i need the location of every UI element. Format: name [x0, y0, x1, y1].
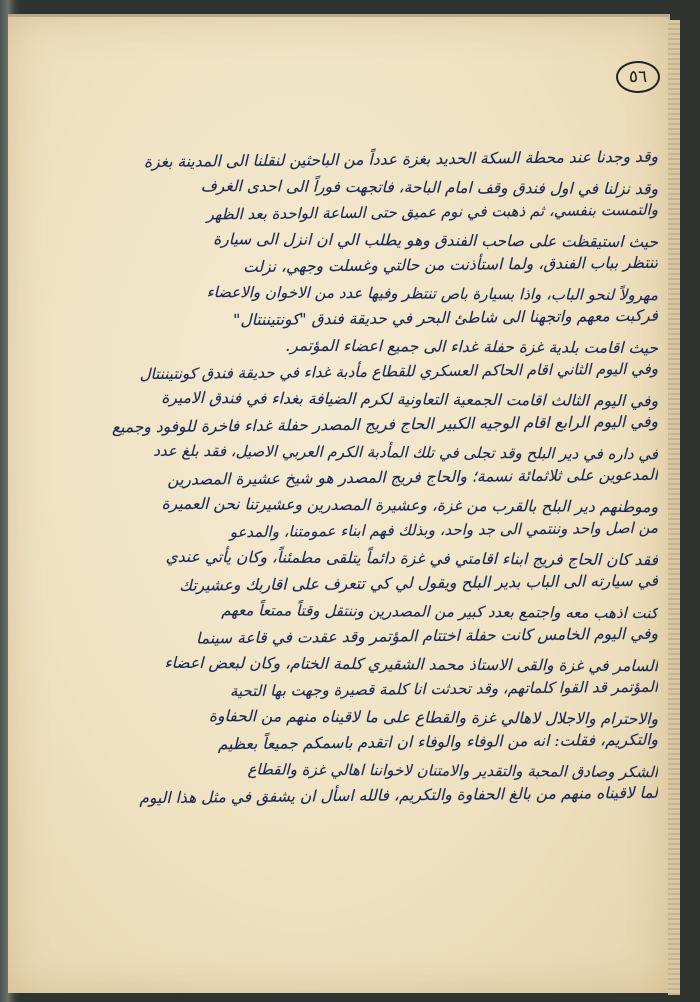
- text-line: والتكريم، فقلت: انه من الوفاء والوفاء ان اتقدم باسمكم جميعاً بعظيم: [217, 730, 659, 754]
- text-line: الشكر وصادق المحبة والتقدير والامتنان لاخواننا اهالي غزة والقطاع: [247, 759, 659, 781]
- text-line: المدعوين على ثلاثمائة نسمة؛ والحاج فريج المصدر هو شيخ عشيرة المصدرين: [167, 465, 659, 489]
- text-line: في داره في دير البلح وقد تجلى في تلك المأدبة الكرم العربي الاصيل، فقد بلغ عدد: [153, 441, 659, 463]
- handwritten-text-block: [26, 147, 658, 810]
- text-line: وفي اليوم الخامس كانت حفلة اختتام المؤتمر وقد عقدت في قاعة سينما: [195, 624, 659, 648]
- page-number: ٥٦: [616, 61, 660, 93]
- text-line: حيث اقامت بلدية غزة حفلة غداء الى جميع اعضاء المؤتمر.: [285, 336, 659, 357]
- text-line: في سيارته الى الباب بدير البلح ويقول لي كي تتعرف على اقاربك وعشيرتك: [179, 571, 659, 595]
- text-line: فقد كان الحاج فريج ابناء اقامتي في غزة دائماً يتلقى مطمئناً، وكان يأتي عندي: [165, 547, 659, 569]
- text-line: والتمست بنفسي، ثم ذهبت في نوم عميق حتى الساعة الواحدة بعد الظهر: [206, 200, 659, 224]
- text-line: وقد وجدنا عند محطة السكة الحديد بغزة عدداً من الباحثين لنقلنا الى المدينة بغزة: [143, 147, 659, 172]
- text-line: وموطنهم دير البلح بالقرب من غزة، وعشيرة المصدرين وعشيرتنا نحن العميرة: [161, 494, 659, 516]
- text-line: السامر في غزة والقى الاستاذ محمد الشقيري كلمة الختام، وكان لبعض اعضاء: [164, 653, 659, 675]
- manuscript-page: [8, 14, 670, 993]
- page-edge: [668, 20, 680, 995]
- text-line: المؤتمر قد القوا كلماتهم، وقد تحدثت انا كلمة قصيرة وجهت بها التحية: [229, 677, 659, 701]
- text-line: حيث استيقظت على صاحب الفندق وهو يطلب الي ان انزل الى سيارة: [213, 229, 659, 251]
- text-line: فركبت معهم واتجهنا الى شاطئ البحر في حديقة فندق "كونتيننتال": [233, 306, 659, 330]
- text-line: وفي اليوم الثالث اقامت الجمعية التعاونية لكرم الضيافة بغداء في فندق الاميرة: [161, 388, 659, 410]
- text-line: وفي اليوم الثاني اقام الحاكم العسكري للقطاع مأدبة غداء في حديقة فندق كونتيننتال: [139, 359, 659, 384]
- text-line: تنتظر بباب الفندق، ولما استأذنت من حالتي وغسلت وجهي، نزلت: [243, 253, 659, 277]
- text-line: لما لاقيناه منهم من بالغ الحفاوة والتكريم، فالله اسأل ان يشفق في مثل هذا اليوم: [139, 783, 659, 808]
- text-line: وفي اليوم الرابع اقام الوجيه الكبير الحاج فريج المصدر حفلة غداء فاخرة للوفود وجميع: [111, 412, 659, 437]
- text-line: من اصل واحد وننتمي الى جد واحد، وبذلك فهم ابناء عمومتنا، والمدعو: [229, 518, 659, 542]
- text-line: مهرولاً لنحو الباب، واذا بسيارة باص تنتظر وفيها عدد من الاخوان والاعضاء: [206, 282, 659, 304]
- text-line: وقد نزلنا في اول فندق وقف امام الباحة، فاتجهت فوراً الى احدى الغرف: [200, 176, 659, 198]
- text-line: والاحترام والاجلال لاهالي غزة والقطاع على ما لاقيناه منهم من الحفاوة: [208, 706, 659, 728]
- text-line: كنت اذهب معه واجتمع بعدد كبير من المصدرين وننتقل وقتاً ممتعاً معهم: [221, 600, 659, 622]
